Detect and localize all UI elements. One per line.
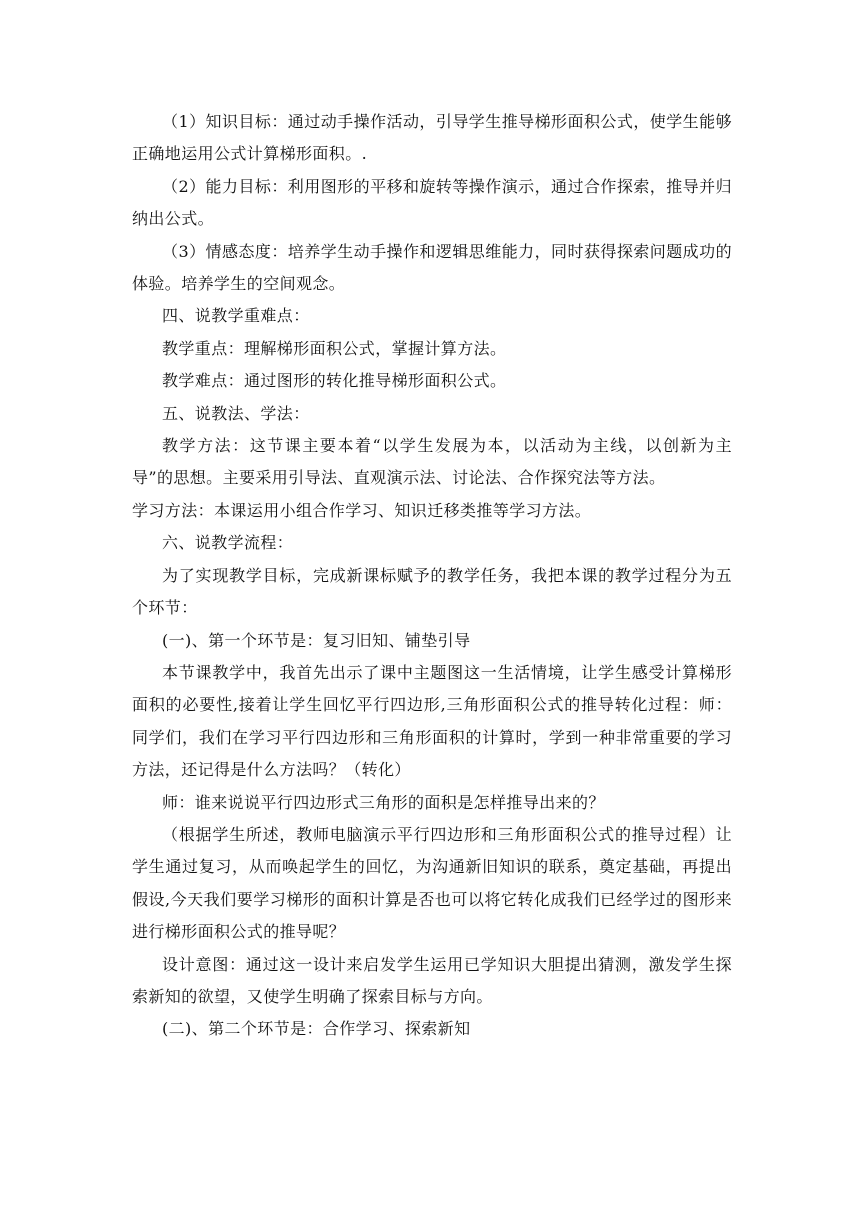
ability-goal-paragraph: （2）能力目标：利用图形的平移和旋转等操作演示，通过合作探索，推导并归纳出公式。 [132,176,732,229]
demo-review-paragraph: （根据学生所述，教师电脑演示平行四边形和三角形面积公式的推导过程）让学生通过复习，从而唤起学生的回忆，为沟通新旧知识的联系，奠定基础，再提出假设,今天我们要学习梯形的面积计算是否也可以将它转化成我们已经学过的图形来进行梯形面积公式的推导呢？ [132,824,732,942]
knowledge-goal-paragraph: （1）知识目标：通过动手操作活动，引导学生推导梯形面积公式，使学生能够正确地运用公式计算梯形面积。. [132,112,732,164]
emotion-goal-paragraph: （3）情感态度：培养学生动手操作和逻辑思维能力，同时获得探索问题成功的体验。培养学生的空间观念。 [132,241,732,294]
teacher-question-paragraph: 师：谁来说说平行四边形式三角形的面积是怎样推导出来的？ [162,792,605,812]
teaching-difficulty-paragraph: 教学难点：通过图形的转化推导梯形面积公式。 [162,371,507,391]
process-intro-paragraph: 为了实现教学目标，完成新课标赋予的教学任务，我把本课的教学过程分为五个环节： [132,565,732,618]
design-intent-paragraph: 设计意图：通过这一设计来启发学生运用已学知识大胆提出猜测，激发学生探索新知的欲望，又使学生明确了探索目标与方向。 [132,954,732,1006]
teaching-focus-paragraph: 教学重点：理解梯形面积公式，掌握计算方法。 [162,338,507,358]
section-heading-methods: 五、说教法、学法： [162,403,310,423]
section-heading-key-points: 四、说教学重难点： [162,306,310,326]
step-1-body-paragraph: 本节课教学中，我首先出示了课中主题图这一生活情境，让学生感受计算梯形面积的必要性,接着让学生回忆平行四边形,三角形面积公式的推导转化过程：师：同学们，我们在学习平行四边形和三角形面积的计算时，学到一种非常重要的学习方法，还记得是什么方法吗？（转化） [132,662,732,780]
section-heading-process: 六、说教学流程： [162,533,294,553]
teaching-method-paragraph: 教学方法：这节课主要本着“以学生发展为本，以活动为主线，以创新为主导”的思想。主要采用引导法、直观演示法、讨论法、合作探究法等方法。 [132,436,732,488]
learning-method-paragraph: 学习方法：本课运用小组合作学习、知识迁移类推等学习方法。 [132,500,592,520]
step-2-heading: (二)、第二个环节是：合作学习、探索新知 [162,1019,471,1039]
step-1-heading: (一)、第一个环节是：复习旧知、铺垫引导 [162,630,471,650]
document-body [132,106,732,1046]
